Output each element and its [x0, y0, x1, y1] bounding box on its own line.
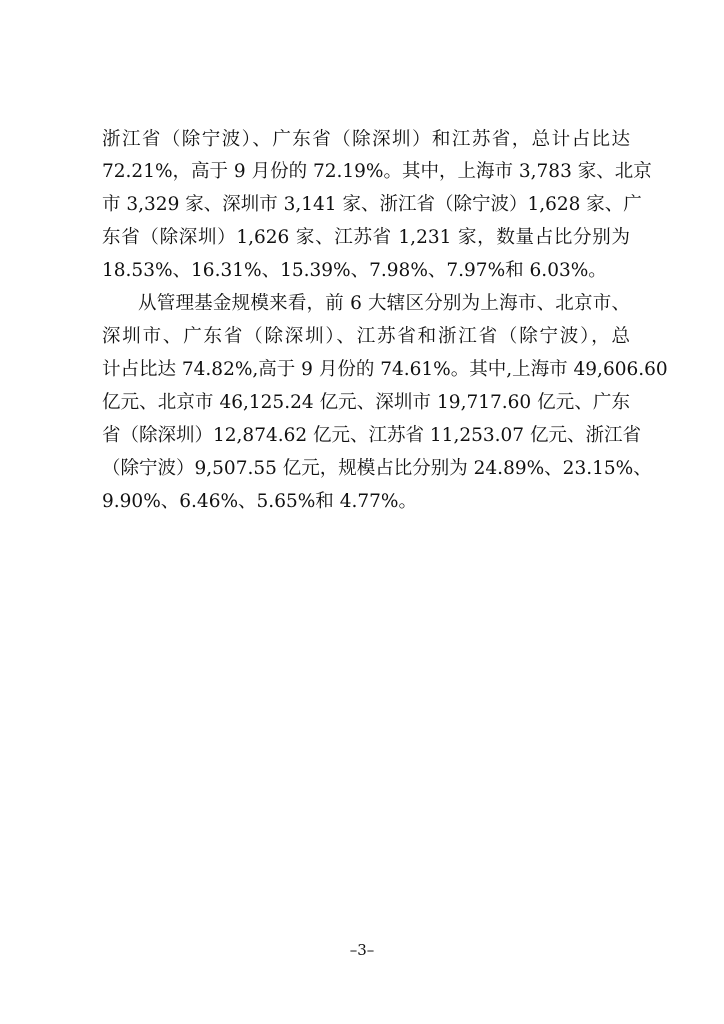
paragraph-2-line-1: 从管理基金规模来看，前 6 大辖区分别为上海市、北京市、: [138, 293, 630, 314]
paragraph-1-line-2: 72.21%，高于 9 月份的 72.19%。其中，上海市 3,783 家、北京: [102, 161, 652, 182]
page-number: –3–: [349, 941, 375, 959]
paragraph-2-line-4: 亿元、北京市 46,125.24 亿元、深圳市 19,717.60 亿元、广东: [102, 392, 630, 413]
paragraph-2-line-7: 9.90%、6.46%、5.65%和 4.77%。: [102, 491, 417, 512]
paragraph-1-line-1: 浙江省（除宁波）、广东省（除深圳）和江苏省，总计占比达: [102, 129, 630, 150]
paragraph-2-line-6: （除宁波）9,507.55 亿元，规模占比分别为 24.89%、23.15%、: [102, 458, 652, 479]
paragraph-2-line-5: 省（除深圳）12,874.62 亿元、江苏省 11,253.07 亿元、浙江省: [102, 425, 641, 446]
paragraph-1-line-4: 东省（除深圳）1,626 家、江苏省 1,231 家，数量占比分别为: [102, 227, 630, 248]
paragraph-2-line-2: 深圳市、广东省（除深圳）、江苏省和浙江省（除宁波），总: [102, 326, 630, 347]
paragraph-1-line-5: 18.53%、16.31%、15.39%、7.98%、7.97%和 6.03%。: [102, 260, 607, 281]
paragraph-1-line-3: 市 3,329 家、深圳市 3,141 家、浙江省（除宁波）1,628 家、广: [102, 194, 642, 215]
paragraph-2-line-3: 计占比达 74.82%,高于 9 月份的 74.61%。其中,上海市 49,606.60: [102, 359, 668, 380]
